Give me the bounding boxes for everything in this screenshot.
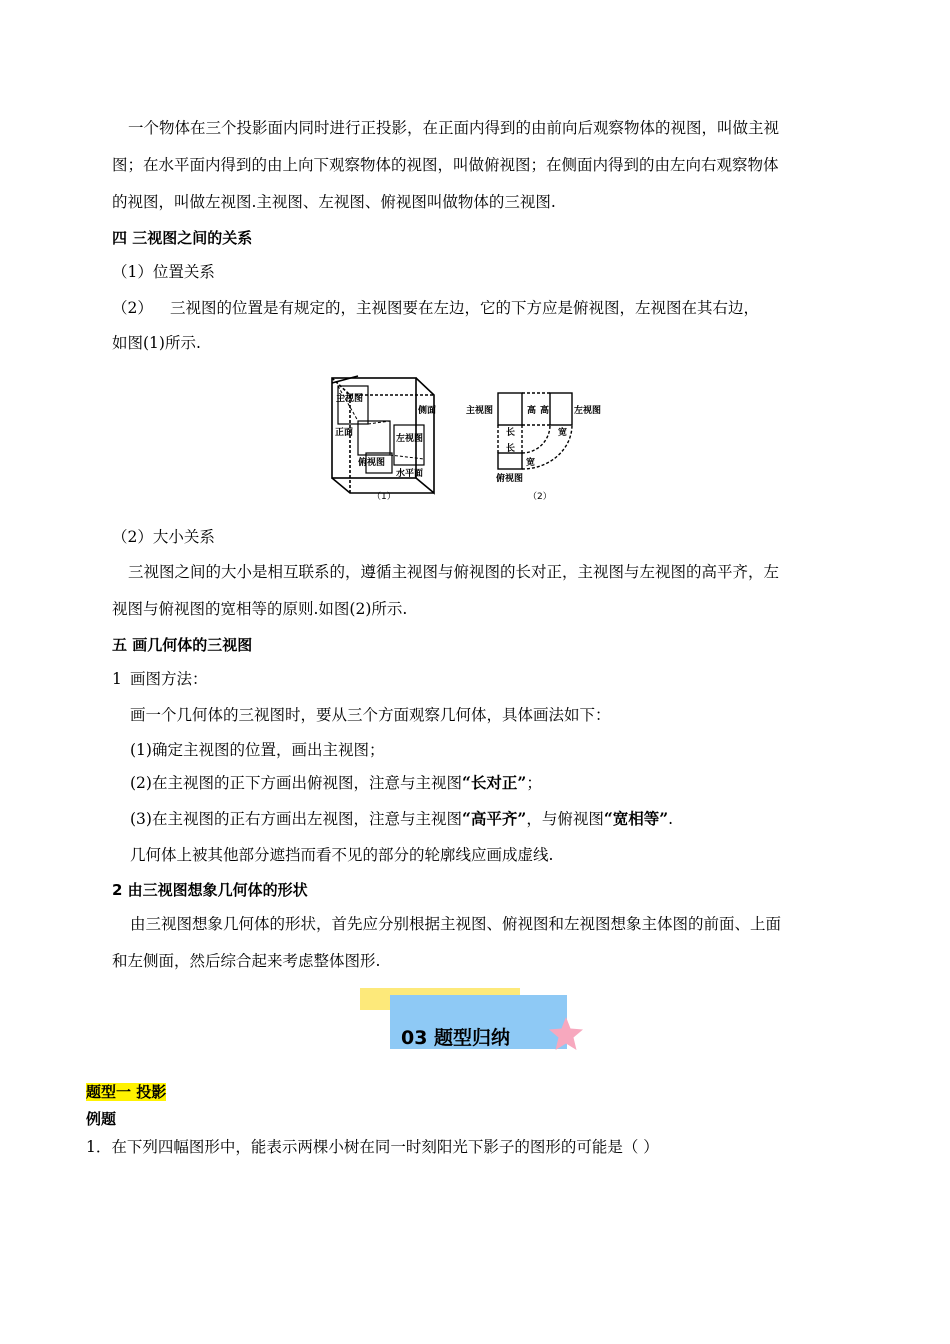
long-aligned-term: “长对正” (461, 773, 527, 792)
banner-title: 03 题型归纳 (401, 1027, 511, 1049)
drawing-step-3 (130, 809, 673, 829)
fig2-caption: （2） (528, 492, 552, 502)
fig1-caption: （1） (372, 492, 396, 502)
fig1-front-plane-label: 正面 (335, 428, 354, 438)
fig2-left-view-label: 左视图 (574, 406, 602, 416)
width-equal-term: “宽相等” (603, 809, 669, 828)
size-rule-line-2: 视图与俯视图的宽相等的原则.如图(2)所示. (112, 600, 408, 618)
position-rule-text: 三视图的位置是有规定的，主视图要在左边，它的下方应是俯视图，左视图在其右边， (170, 299, 760, 317)
position-rule-line-2: 如图(1)所示. (112, 334, 201, 352)
section-5-heading: 五 画几何体的三视图 (112, 636, 253, 654)
imagine-shape-line-2: 和左侧面，然后综合起来考虑整体图形. (112, 952, 381, 970)
position-rule-prefix: （2） (112, 299, 153, 317)
fig1-front-view-label: 主视图 (336, 394, 364, 404)
fig2-front-view-label: 主视图 (466, 406, 494, 416)
intro-line-2: 图；在水平面内得到的由上向下观察物体的视图，叫做俯视图；在侧面内得到的由左向右观察物体 (112, 156, 779, 174)
size-relation-item: （2）大小关系 (112, 528, 215, 546)
size-rule-line-1: 三视图之间的大小是相互联系的，遵循主视图与俯视图的长对正，主视图与左视图的高平齐，左 (128, 563, 780, 581)
drawing-method-title: 画图方法： (130, 670, 208, 688)
section-4-heading: 四 三视图之间的关系 (112, 229, 253, 247)
fig2-top-view-label: 俯视图 (496, 474, 524, 484)
hidden-line-rule: 几何体上被其他部分遮挡而看不见的部分的轮廓线应画成虚线. (130, 846, 554, 864)
imagine-shape-line-1: 由三视图想象几何体的形状，首先应分别根据主视图、俯视图和左视图想象主体图的前面、上面 (130, 915, 782, 933)
fig1-top-view-label: 俯视图 (358, 458, 386, 468)
drawing-step-2-text: (2)在主视图的正下方画出俯视图，注意与主视图 (130, 774, 462, 792)
star-icon (547, 1015, 585, 1053)
drawing-step-3-text: (3)在主视图的正右方画出左视图，注意与主视图 (130, 810, 462, 828)
fig2-width-label-1: 宽 (558, 428, 568, 438)
section-banner (357, 985, 597, 1060)
drawing-step-3-mid: ，与俯视图 (526, 810, 604, 828)
drawing-step-2-end: ； (526, 774, 542, 792)
position-relation-item: （1）位置关系 (112, 263, 215, 281)
question-1: 1．在下列四幅图形中，能表示两棵小树在同一时刻阳光下影子的图形的可能是（ ） (86, 1138, 659, 1156)
drawing-step-1: (1)确定主视图的位置，画出主视图； (130, 741, 385, 759)
example-label: 例题 (86, 1110, 117, 1128)
question-type-label (86, 1082, 166, 1102)
fig1-left-view-label: 左视图 (396, 434, 424, 444)
fig2-height-label-2: 高 (540, 406, 550, 416)
drawing-step-2 (130, 773, 542, 793)
drawing-step-3-end: . (668, 810, 674, 828)
fig1-horizontal-plane-label: 水平面 (396, 469, 424, 479)
drawing-method-number: 1 (112, 670, 122, 688)
fig1-side-plane-label: 侧面 (418, 406, 437, 416)
question-type-highlight: 题型一 投影 (86, 1083, 167, 1101)
three-view-figure (328, 373, 608, 508)
drawing-method-intro: 画一个几何体的三视图时，要从三个方面观察几何体，具体画法如下： (130, 706, 611, 724)
fig2-length-label-2: 长 (506, 444, 516, 454)
imagine-shape-heading: 2 由三视图想象几何体的形状 (112, 881, 308, 899)
fig2-height-label-1: 高 (527, 406, 537, 416)
intro-line-1: 一个物体在三个投影面内同时进行正投影，在正面内得到的由前向后观察物体的视图，叫做主视 (128, 119, 780, 137)
intro-line-3: 的视图，叫做左视图.主视图、左视图、俯视图叫做物体的三视图. (112, 193, 556, 211)
high-level-term: “高平齐” (461, 809, 527, 828)
fig2-width-label-2: 宽 (526, 458, 536, 468)
fig2-length-label-1: 长 (506, 428, 516, 438)
